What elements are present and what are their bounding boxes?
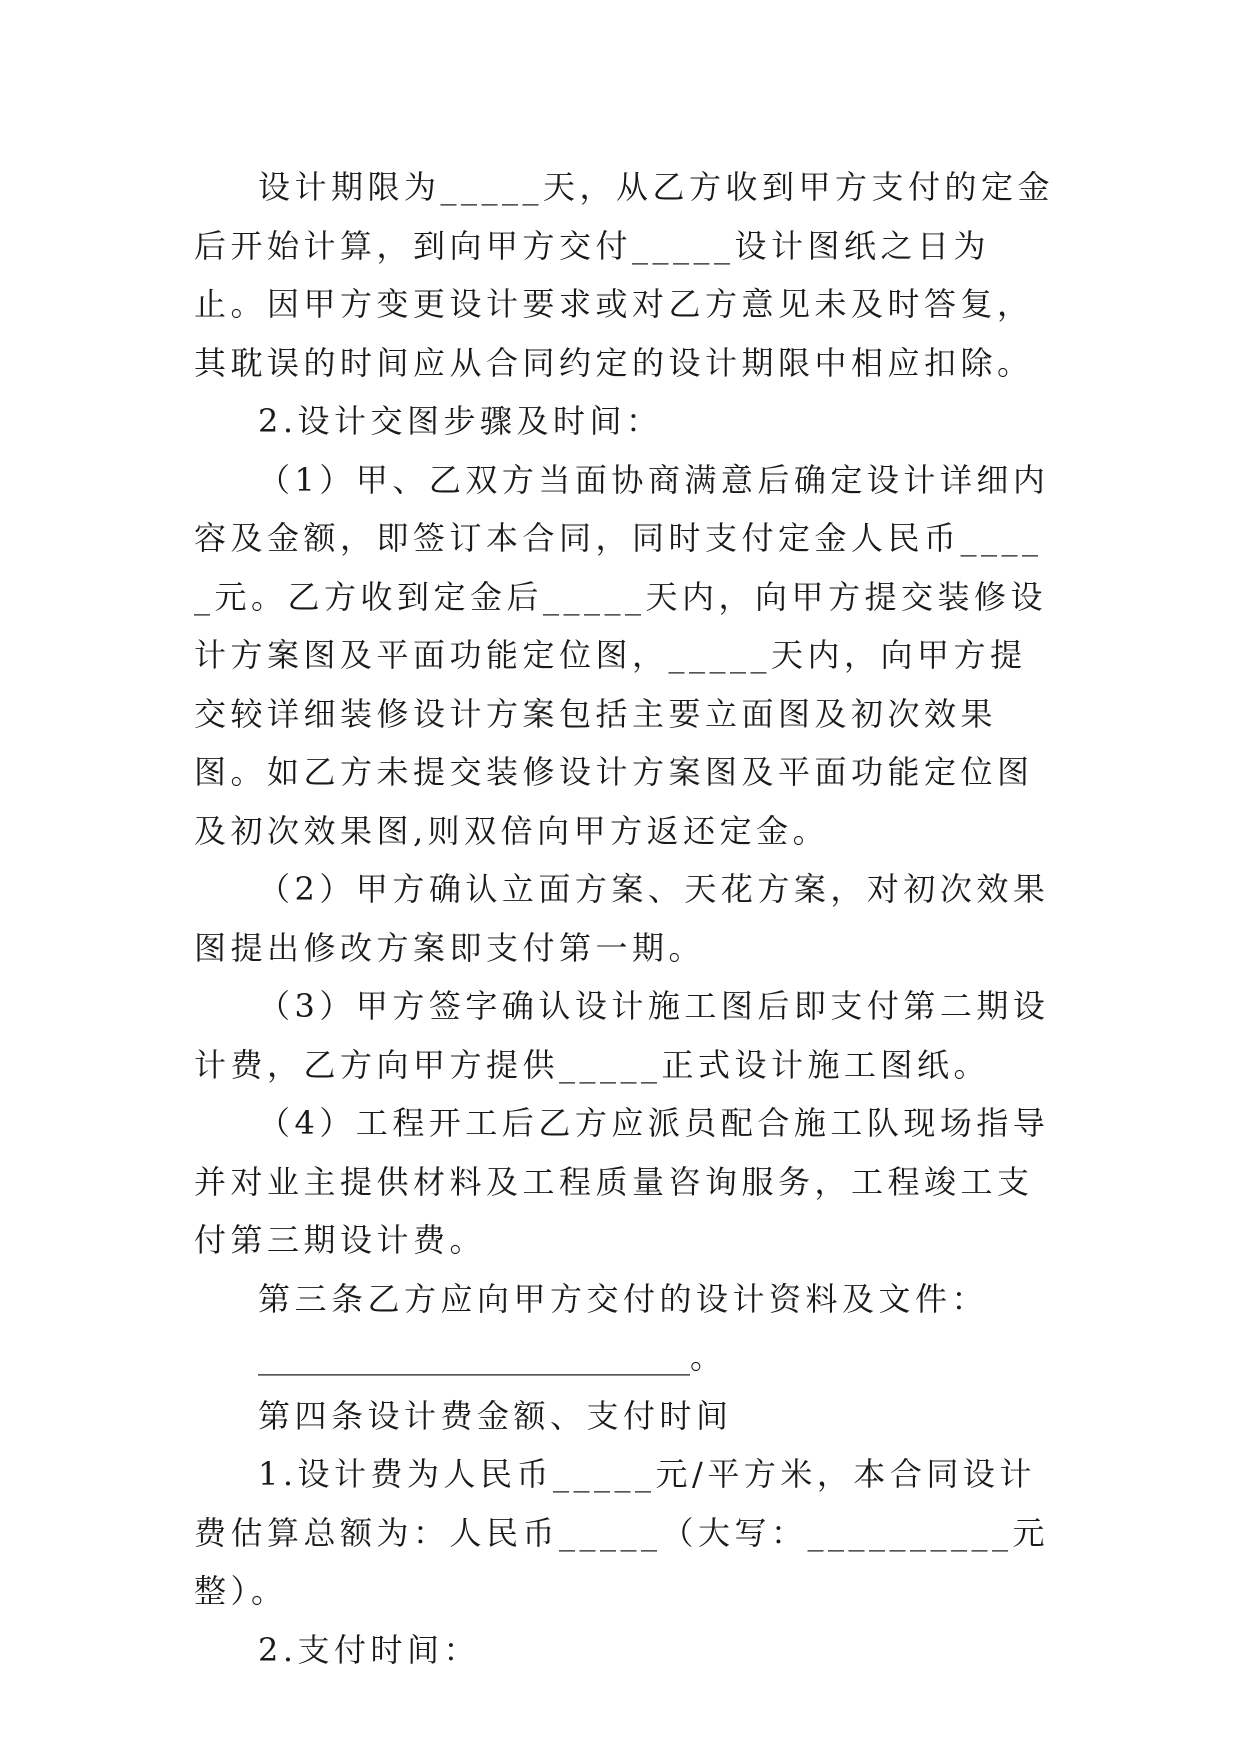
paragraph-payment-time: 2.支付时间： (258, 1630, 481, 1669)
paragraph-step-4: （4）工程开工后乙方应派员配合施工队现场指导并对业主提供材料及工程质量咨询服务，工程竣工支付第三期设计费。 (194, 1104, 1050, 1259)
paragraph-article-4-heading: 第四条设计费金额、支付时间 (258, 1396, 733, 1435)
paragraph-step-1: （1）甲、乙双方当面协商满意后确定设计详细内容及金额，即签订本合同，同时支付定金人民币_____元。乙方收到定金后_____天内，向甲方提交装修设计方案图及平面功能定位图，_____天内，向甲方提交较详细装修设计方案包括主要立面图及初次效果图。如乙方未提交装修设计方案图及平面功能定位图及初次效果图,则双倍向甲方返还定金。 (194, 460, 1050, 850)
paragraph-design-period: 设计期限为_____天，从乙方收到甲方支付的定金后开始计算，到向甲方交付_____设计图纸之日为止。因甲方变更设计要求或对乙方意见未及时答复，其耽误的时间应从合同约定的设计期限中相应扣除。 (194, 168, 1055, 382)
paragraph-article-3-blank: ___________________________。 (258, 1338, 723, 1376)
paragraph-fee-amount: 1.设计费为人民币_____元/平方米，本合同设计费估算总额为：人民币_____（大写：__________元整）。 (194, 1455, 1050, 1610)
paragraph-article-3: 第三条乙方应向甲方交付的设计资料及文件： (258, 1279, 989, 1318)
paragraph-step-2: （2）甲方确认立面方案、天花方案，对初次效果图提出修改方案即支付第一期。 (194, 870, 1050, 967)
paragraph-step-3: （3）甲方签字确认设计施工图后即支付第二期设计费，乙方向甲方提供_____正式设计施工图纸。 (194, 987, 1050, 1084)
paragraph-delivery-steps-heading: 2.设计交图步骤及时间： (258, 402, 663, 440)
document-body (194, 158, 1056, 1679)
